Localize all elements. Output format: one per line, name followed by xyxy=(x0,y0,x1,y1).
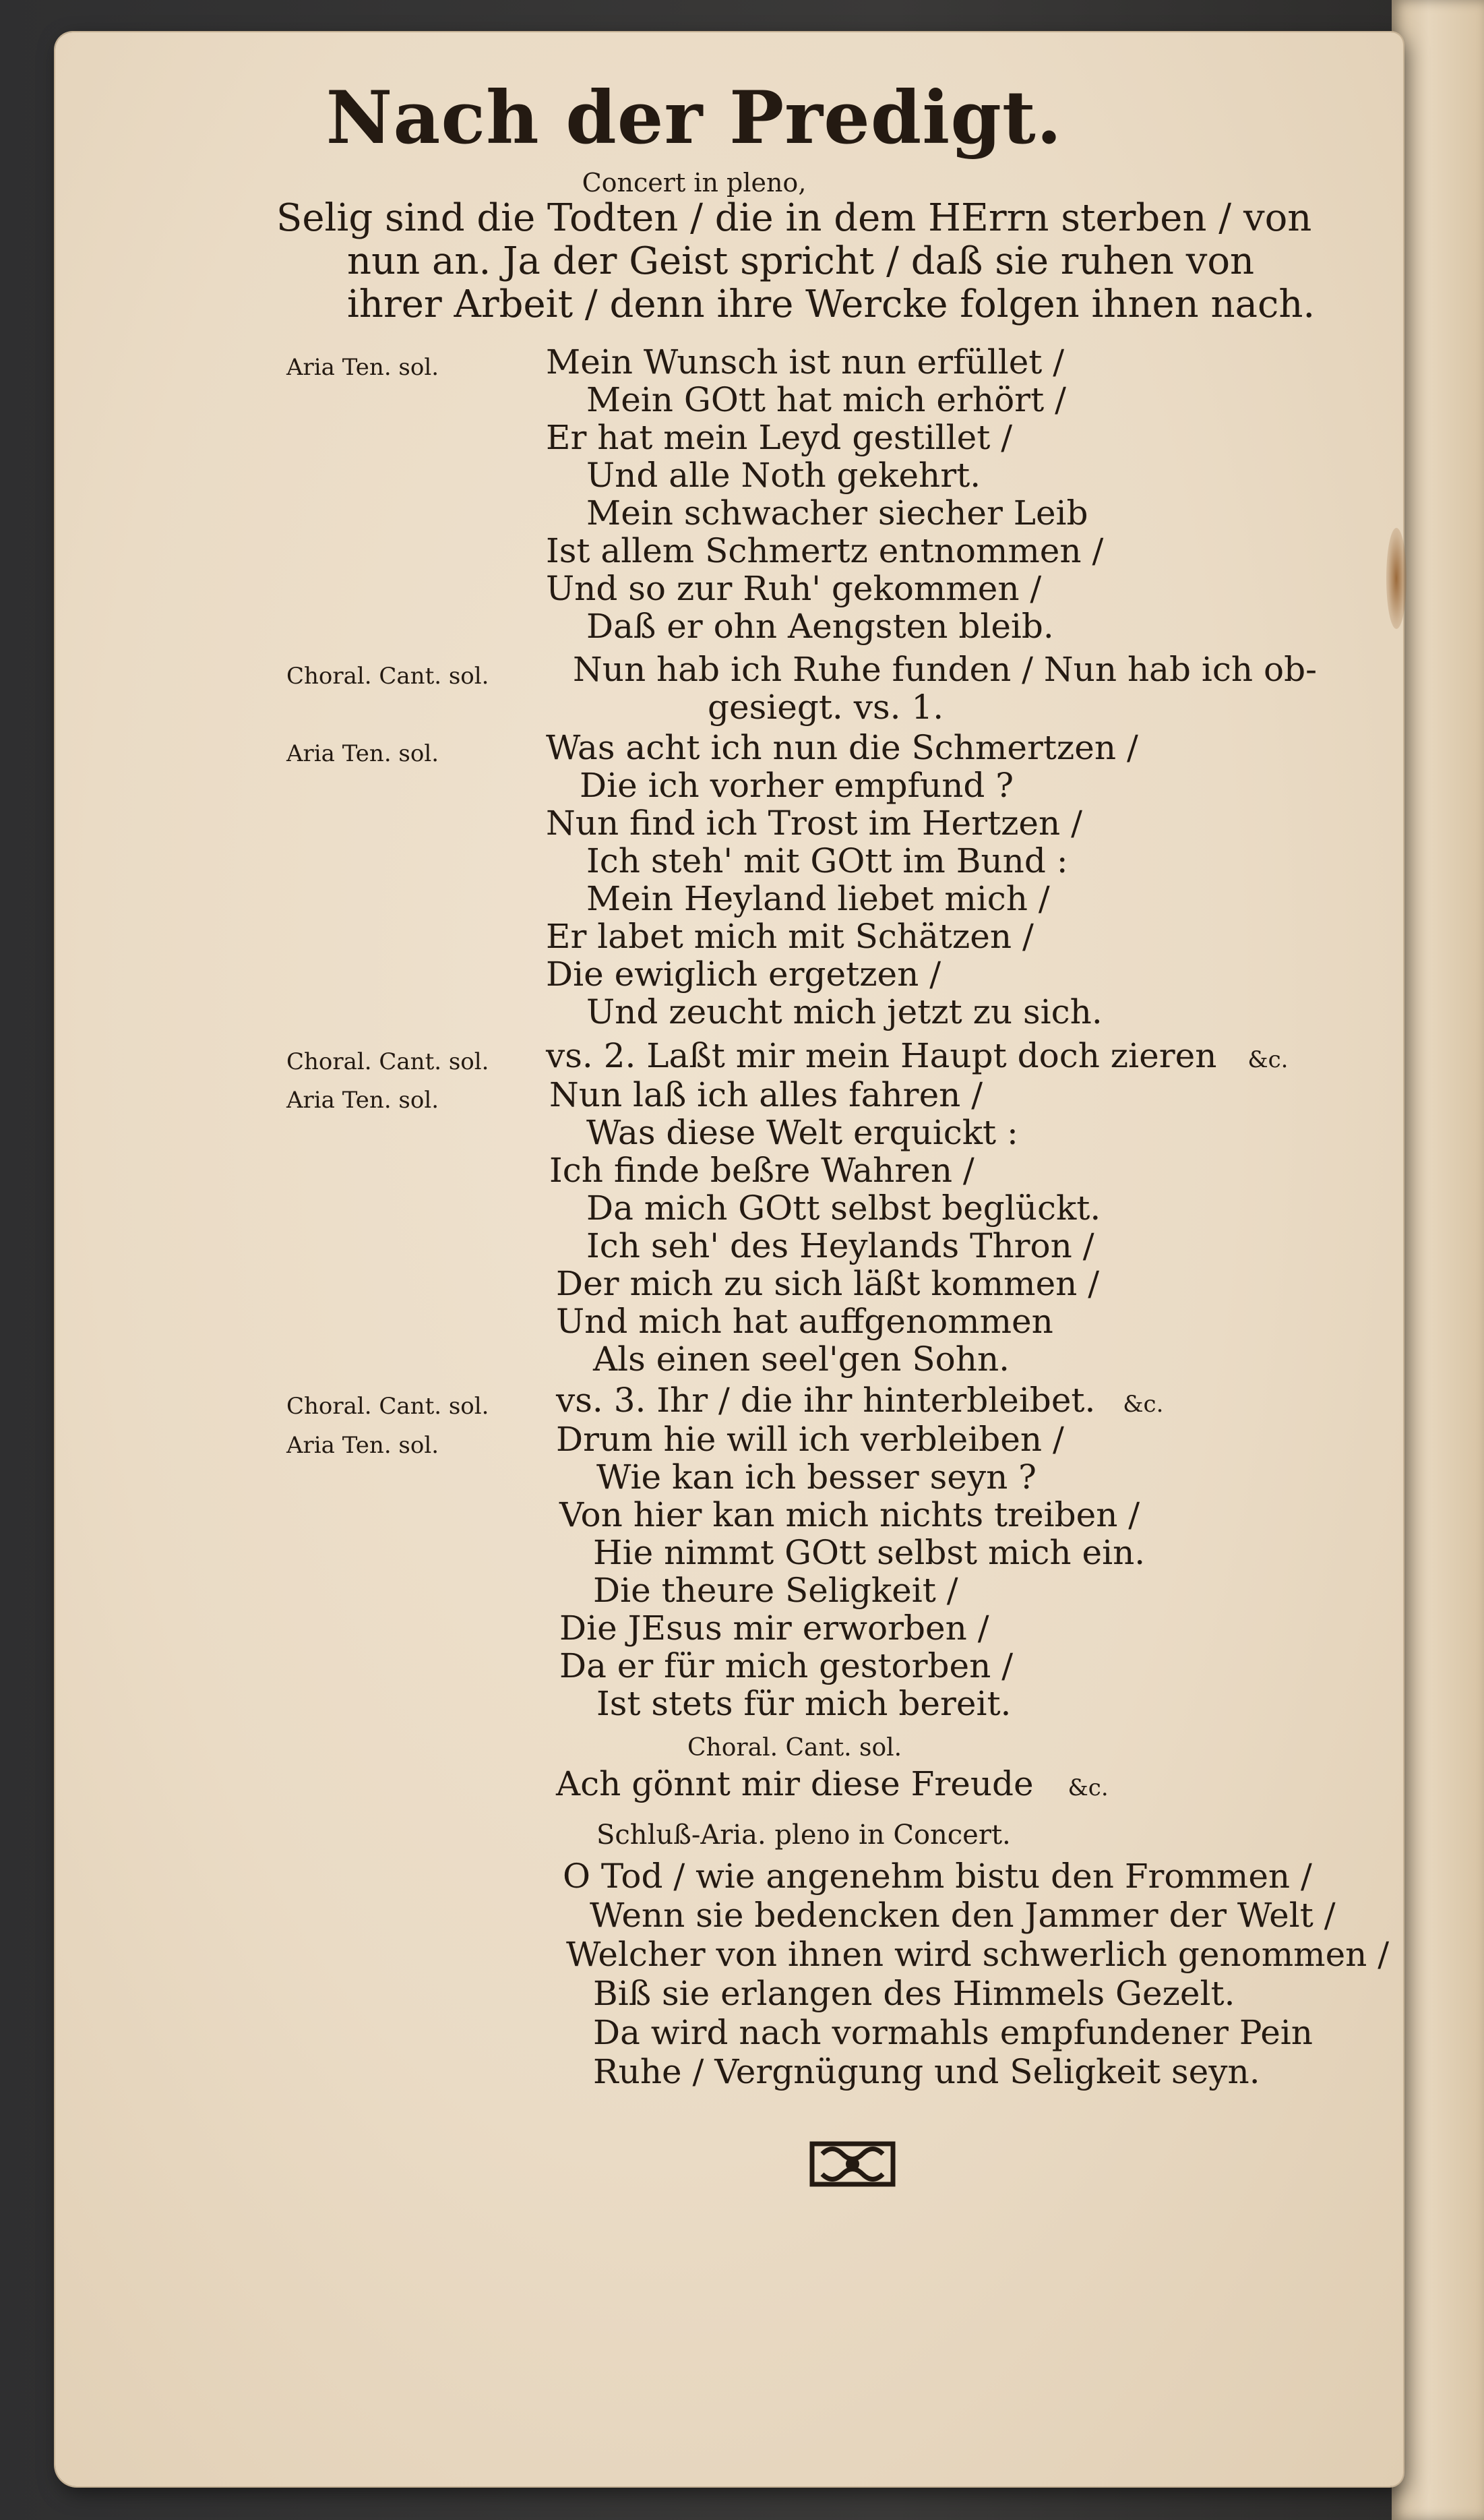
verse-line: Wie kan ich besser seyn ? xyxy=(596,1458,1037,1497)
verse-line: Nun hab ich Ruhe funden / Nun hab ich ob- xyxy=(573,650,1317,689)
ornament-center xyxy=(846,2157,859,2171)
etc-mark: &c. xyxy=(1068,1774,1109,1801)
verse-line: O Tod / wie angenehm bistu den Frommen / xyxy=(563,1857,1312,1896)
verse-line: Die ewiglich ergetzen / xyxy=(546,955,941,994)
verse-line: Ich steh' mit GOtt im Bund : xyxy=(586,841,1068,880)
verse-line: Er hat mein Leyd gestillet / xyxy=(546,418,1013,457)
section-label: Aria Ten. sol. xyxy=(286,1087,439,1114)
paper-stain xyxy=(1386,528,1406,629)
verse-line: Welcher von ihnen wird schwerlich genommen / xyxy=(566,1935,1390,1974)
verse-line: Mein schwacher siecher Leib xyxy=(586,493,1088,533)
verse-line xyxy=(546,1036,1288,1079)
verse-line: Was diese Welt erquickt : xyxy=(586,1113,1018,1152)
verse-line: Die theure Seligkeit / xyxy=(593,1571,958,1610)
verse-line: Ich finde beßre Wahren / xyxy=(549,1151,975,1190)
verse-line: Und so zur Ruh' gekommen / xyxy=(546,569,1042,608)
verse-line: Ist stets für mich bereit. xyxy=(596,1684,1012,1723)
page-subheading: Concert in pleno, xyxy=(582,168,807,198)
verse-line: Wenn sie bedencken den Jammer der Welt / xyxy=(590,1896,1336,1935)
verse-line: Was acht ich nun die Schmertzen / xyxy=(546,728,1138,767)
verse-text: Ach gönnt mir diese Freude xyxy=(556,1764,1034,1803)
section-label: Aria Ten. sol. xyxy=(286,1432,439,1459)
verse-line: Hie nimmt GOtt selbst mich ein. xyxy=(593,1533,1146,1572)
verse-line: Nun find ich Trost im Hertzen / xyxy=(546,804,1082,843)
etc-mark: &c. xyxy=(1123,1391,1164,1418)
intro-text xyxy=(276,197,1341,326)
verse-line: Da er für mich gestorben / xyxy=(559,1646,1014,1685)
closing-label: Schluß-Aria. pleno in Concert. xyxy=(596,1820,1011,1851)
page-heading: Nach der Predigt. xyxy=(326,76,1063,160)
verse-line: Die JEsus mir erworben / xyxy=(559,1609,989,1648)
verse-text: vs. 3. Ihr / die ihr hinterbleibet. xyxy=(556,1381,1096,1420)
verse-line: Da wird nach vormahls empfundener Pein xyxy=(593,2013,1313,2052)
section-label: Aria Ten. sol. xyxy=(286,354,439,381)
verse-line: Als einen seel'gen Sohn. xyxy=(593,1340,1010,1379)
verse-line: Nun laß ich alles fahren / xyxy=(549,1075,983,1114)
intro-line: Selig sind die Todten / die in dem HErrn sterben / von xyxy=(276,196,1312,240)
intro-line: nun an. Ja der Geist spricht / daß sie ruhen von xyxy=(347,239,1255,283)
verse-line: Daß er ohn Aengsten bleib. xyxy=(586,607,1054,646)
verse-line xyxy=(556,1381,1163,1424)
verse-line: Ist allem Schmertz entnommen / xyxy=(546,531,1104,570)
verse-line: Ich seh' des Heylands Thron / xyxy=(586,1226,1094,1265)
verse-line: Mein Heyland liebet mich / xyxy=(586,879,1050,918)
intro-line: ihrer Arbeit / denn ihre Wercke folgen ihnen nach. xyxy=(347,282,1316,326)
section-label: Choral. Cant. sol. xyxy=(286,1393,489,1420)
verse-line: Ruhe / Vergnügung und Seligkeit seyn. xyxy=(593,2052,1260,2091)
printers-ornament xyxy=(799,2130,906,2198)
section-label: Aria Ten. sol. xyxy=(286,740,439,767)
verse-line xyxy=(556,1764,1109,1807)
section-label: Choral. Cant. sol. xyxy=(286,663,489,690)
verse-line: Mein GOtt hat mich erhört / xyxy=(586,380,1066,419)
verse-line: Die ich vorher empfund ? xyxy=(580,766,1014,805)
verse-line: Und zeucht mich jetzt zu sich. xyxy=(586,992,1103,1031)
verse-line: Drum hie will ich verbleiben / xyxy=(556,1420,1064,1459)
section-label: Choral. Cant. sol. xyxy=(286,1048,489,1075)
section-label: Choral. Cant. sol. xyxy=(687,1734,902,1762)
verse-line: Biß sie erlangen des Himmels Gezelt. xyxy=(593,1974,1235,2013)
adjacent-page-edge xyxy=(1392,0,1484,2520)
verse-line: Und alle Noth gekehrt. xyxy=(586,456,981,495)
verse-line: Der mich zu sich läßt kommen / xyxy=(556,1264,1100,1303)
verse-line: Da mich GOtt selbst beglückt. xyxy=(586,1189,1101,1228)
verse-line: gesiegt. vs. 1. xyxy=(708,688,944,727)
verse-line: Und mich hat auffgenommen xyxy=(556,1302,1053,1341)
verse-line: Er labet mich mit Schätzen / xyxy=(546,917,1034,956)
etc-mark: &c. xyxy=(1247,1046,1289,1073)
verse-line: Von hier kan mich nichts treiben / xyxy=(559,1495,1140,1534)
verse-text: vs. 2. Laßt mir mein Haupt doch zieren xyxy=(546,1036,1217,1075)
verse-line: Mein Wunsch ist nun erfüllet / xyxy=(546,342,1065,382)
